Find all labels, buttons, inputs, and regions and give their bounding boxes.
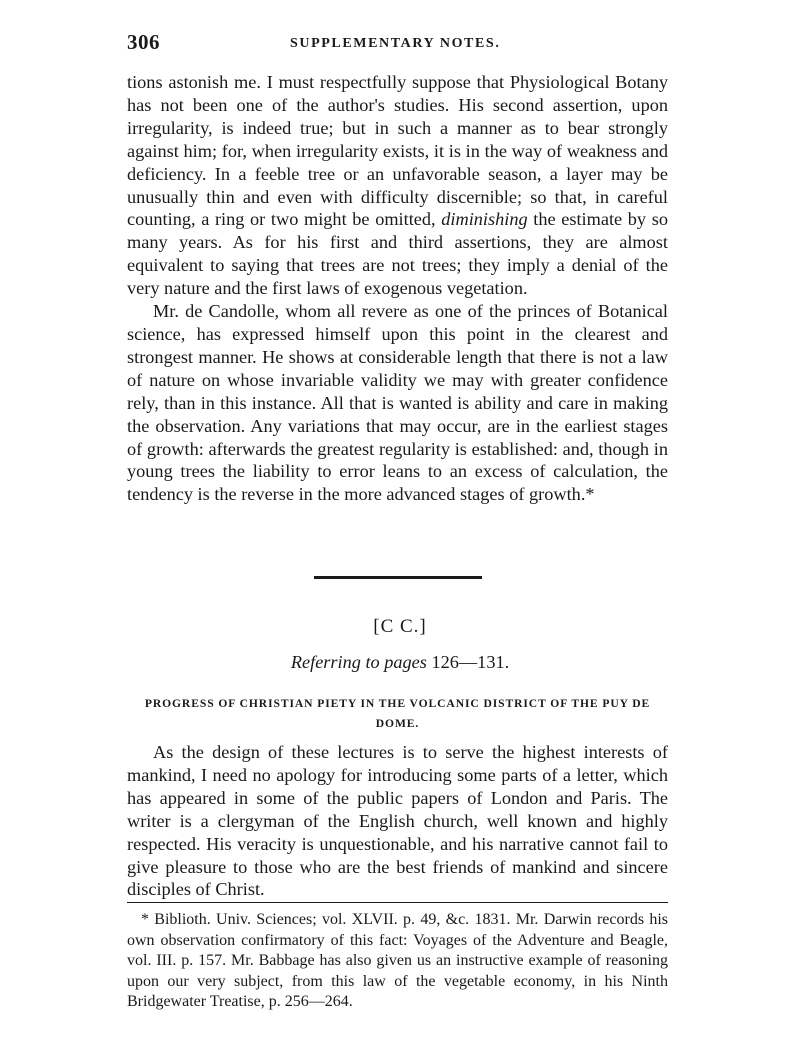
top-text-block [127,71,668,506]
footnote-text: * Biblioth. Univ. Sciences; vol. XLVII. p. 49, &c. 1831. Mr. Darwin records his own observation confirmatory of this fact: Voyages of the Adventure and Beagle, vol. III. p. 157. Mr. Babbage has also given us an instructive example of reasoning upon our very subject, from this law of the vegetable economy, in his Ninth Bridgewater Treatise, p. 256—264. [127,911,668,1011]
paragraph-text: tions astonish me. I must respectfully suppose that Physiological Botany has not been one of the author's studies. His second assertion, upon irregularity, is indeed true; but in such a manner as to bear strongly against him; for, when irregularity exists, it is in the way of weakness and deficiency. In a feeble tree or an unfavorable season, a layer may be unusually thin and even with difficulty discernible; so that, in careful counting, a ring or two might be omitted, [127,72,668,230]
paragraph-text: Mr. de Candolle, whom all revere as one of the princes of Botanical science, has expressed himself upon this point in the clearest and strongest manner. He shows at considerable length that there is not a law of nature on whose invariable validity we may with greater confidence rely, than in this instance. All that is wanted is ability and care in making the observation. Any variations that may occur, are in the earliest stages of growth: afterwards the greatest regularity is established: and, though in young trees the liability to error leans to an excess of calculation, the tendency is the reverse in the more advanced stages of growth.* [127,301,668,505]
page-number: 306 [127,30,160,54]
paragraph-text: the estimate by so many years. As for his first and third assertions, they are almost equivalent to saying that trees are not trees; they imply a denial of the very nature and the first laws of exogenous vegetation. [127,209,668,299]
section-text-block [127,741,668,901]
page-header [0,30,800,60]
paragraph-continuation [127,71,668,300]
section-reference [0,652,800,673]
footnote [127,910,668,1013]
section-divider [314,576,482,579]
italic-word: diminishing [441,209,528,230]
footnote-divider [127,902,668,903]
paragraph-section: As the design of these lectures is to serve the highest interests of mankind, I need no apology for introducing some parts of a letter, which has appeared in some of the public papers of London and Paris. The writer is a clergyman of the English church, well known and highly respected. His veracity is unquestionable, and his narrative cannot fail to give pleasure to those who are the best friends of mankind and sincere disciples of Christ. [127,742,668,900]
section-heading: PROGRESS OF CHRISTIAN PIETY IN THE VOLCANIC DISTRICT OF THE PUY DE DOME. [144,697,651,730]
paragraph-candolle [127,300,668,506]
section-label: [C C.] [373,616,427,637]
section-reference-italic: Referring to pages [290,652,427,672]
running-head: SUPPLEMENTARY NOTES. [290,36,501,51]
section-reference-pages: 126—131. [426,652,510,672]
